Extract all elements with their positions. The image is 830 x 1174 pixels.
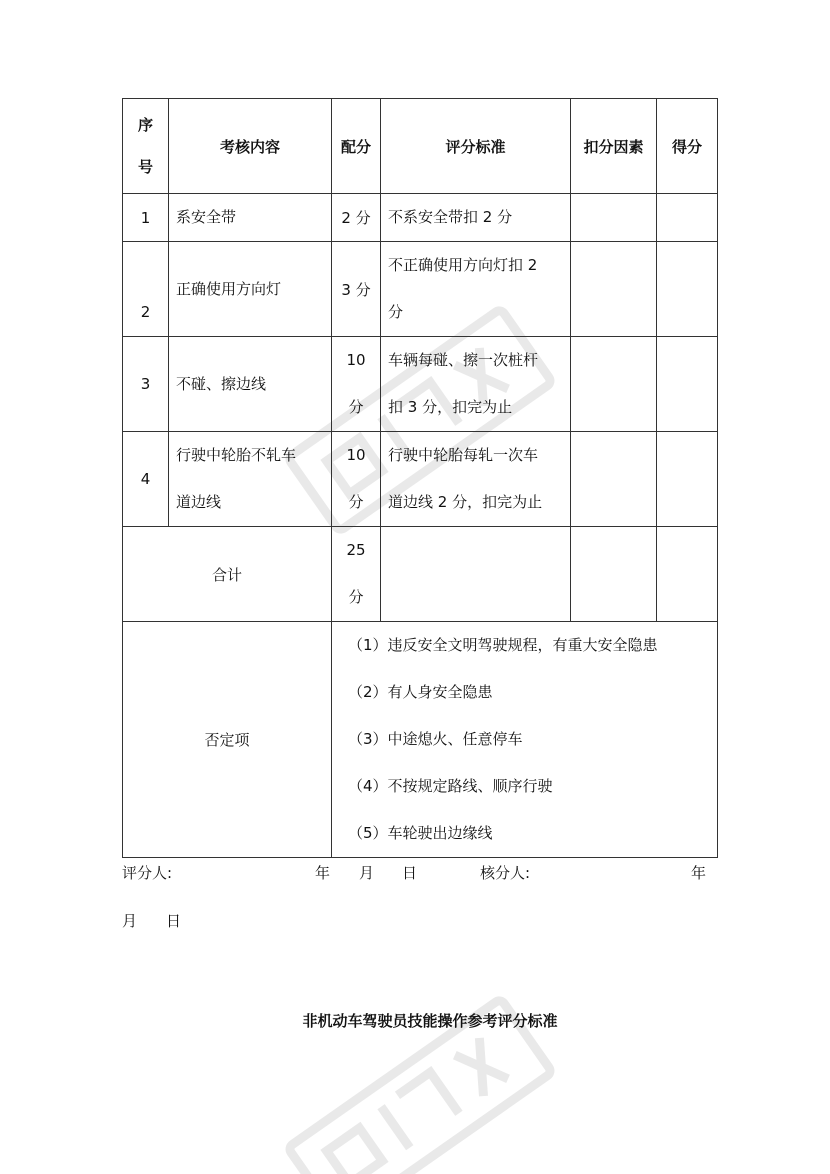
row-seq: 4 bbox=[123, 432, 169, 527]
row-deduction bbox=[571, 242, 657, 337]
table-row bbox=[123, 337, 718, 432]
row-deduction bbox=[571, 194, 657, 242]
veto-item: （5）车轮驶出边缘线 bbox=[348, 824, 493, 842]
row-standard: 不系安全带扣 2 分 bbox=[381, 194, 571, 242]
table-row bbox=[123, 242, 718, 337]
veto-item: （4）不按规定路线、顺序行驶 bbox=[348, 777, 553, 795]
row-score bbox=[657, 337, 718, 432]
checker-year: 年 bbox=[691, 864, 707, 882]
grader-month: 月 bbox=[359, 864, 375, 882]
header-deduction: 扣分因素 bbox=[571, 99, 657, 194]
table-row bbox=[123, 432, 718, 527]
checker-label: 核分人: bbox=[480, 864, 531, 882]
veto-label: 否定项 bbox=[123, 622, 332, 858]
row-seq: 1 bbox=[123, 194, 169, 242]
header-points: 配分 bbox=[332, 99, 381, 194]
row-score bbox=[657, 194, 718, 242]
row-standard: 不正确使用方向灯扣 2 分 bbox=[381, 242, 571, 337]
row-score bbox=[657, 432, 718, 527]
checker-month: 月 bbox=[122, 912, 138, 930]
table-row bbox=[123, 194, 718, 242]
row-score bbox=[657, 242, 718, 337]
row-standard: 车辆每碰、擦一次桩杆 扣 3 分，扣完为止 bbox=[381, 337, 571, 432]
row-points: 3 分 bbox=[332, 242, 381, 337]
grader-year: 年 bbox=[315, 864, 331, 882]
row-seq: 3 bbox=[123, 337, 169, 432]
total-label: 合计 bbox=[123, 527, 332, 622]
veto-item: （2）有人身安全隐患 bbox=[348, 683, 493, 701]
header-row bbox=[123, 99, 718, 194]
row-points: 10 分 bbox=[332, 337, 381, 432]
veto-items bbox=[332, 622, 718, 858]
row-standard: 行驶中轮胎每轧一次车 道边线 2 分，扣完为止 bbox=[381, 432, 571, 527]
row-deduction bbox=[571, 432, 657, 527]
header-content: 考核内容 bbox=[169, 99, 332, 194]
grader-label: 评分人: bbox=[122, 864, 173, 882]
row-content: 不碰、擦边线 bbox=[169, 337, 332, 432]
total-deduction bbox=[571, 527, 657, 622]
scoring-table bbox=[122, 98, 718, 858]
row-content: 正确使用方向灯 bbox=[169, 242, 332, 337]
header-seq: 序 号 bbox=[123, 99, 169, 194]
checker-day: 日 bbox=[166, 912, 182, 930]
veto-row bbox=[123, 622, 718, 858]
total-score bbox=[657, 527, 718, 622]
veto-item: （3）中途熄火、任意停车 bbox=[348, 730, 523, 748]
section-title: 非机动车驾驶员技能操作参考评分标准 bbox=[302, 1012, 558, 1030]
row-content: 行驶中轮胎不轧车 道边线 bbox=[169, 432, 332, 527]
grader-day: 日 bbox=[402, 864, 418, 882]
total-points: 25 分 bbox=[332, 527, 381, 622]
total-row bbox=[123, 527, 718, 622]
row-content: 系安全带 bbox=[169, 194, 332, 242]
total-standard bbox=[381, 527, 571, 622]
row-seq: 2 bbox=[123, 242, 169, 337]
row-deduction bbox=[571, 337, 657, 432]
veto-item: （1）违反安全文明驾驶规程，有重大安全隐患 bbox=[348, 636, 658, 654]
header-standard: 评分标准 bbox=[381, 99, 571, 194]
row-points: 10 分 bbox=[332, 432, 381, 527]
row-points: 2 分 bbox=[332, 194, 381, 242]
header-score: 得分 bbox=[657, 99, 718, 194]
